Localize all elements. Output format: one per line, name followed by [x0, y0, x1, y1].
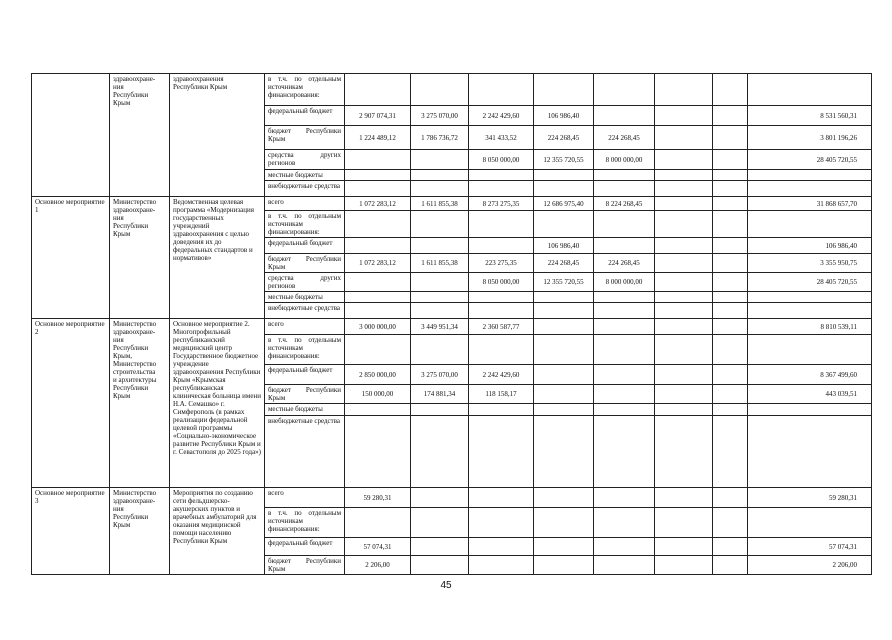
table-cell [411, 488, 469, 508]
table-cell: 223 275,35 [469, 254, 534, 273]
table-cell [594, 365, 655, 385]
table-cell [594, 292, 655, 303]
table-cell: Ведомственная целевая программа «Модернизация государственных учреждений здравоохранения с целью доведения их до федеральных стандартов и нормативов» [170, 197, 265, 319]
table-cell [713, 416, 748, 488]
table-cell [411, 416, 469, 488]
table-cell [411, 556, 469, 575]
table-cell [345, 170, 411, 181]
table-cell [345, 181, 411, 197]
table-cell [748, 292, 872, 303]
table-cell [411, 404, 469, 416]
table-cell [655, 254, 713, 273]
table-cell [655, 238, 713, 254]
table-cell: 3 801 196,26 [748, 126, 872, 150]
table-cell: в т.ч. по отдельным источникам финансирования: [265, 508, 345, 538]
table-cell [713, 181, 748, 197]
table-cell: 8 000 000,00 [594, 150, 655, 170]
table-cell: внебюджетные средства [265, 181, 345, 197]
table-cell [713, 303, 748, 319]
table-cell [534, 538, 594, 556]
table-cell [713, 385, 748, 404]
table-cell [469, 416, 534, 488]
table-cell: федеральный бюджет [265, 238, 345, 254]
table-cell: 2 907 074,31 [345, 106, 411, 126]
table-cell [345, 404, 411, 416]
table-cell [345, 273, 411, 292]
table-row [32, 74, 872, 106]
table-cell: здравоохранения Республики Крым [170, 74, 265, 197]
table-cell [469, 488, 534, 508]
table-cell [655, 404, 713, 416]
budget-table [31, 73, 872, 575]
table-cell [469, 74, 534, 106]
table-cell [345, 303, 411, 319]
table-cell: 31 868 657,70 [748, 197, 872, 211]
table-cell [534, 303, 594, 319]
table-cell [594, 335, 655, 365]
table-cell [345, 335, 411, 365]
table-cell: 2 206,00 [345, 556, 411, 575]
table-cell: 8 050 000,00 [469, 150, 534, 170]
table-cell [469, 292, 534, 303]
table-cell [469, 170, 534, 181]
table-cell: всего [265, 488, 345, 508]
table-cell: здравоохране- ния Республики Крым [110, 74, 170, 197]
table-cell: 12 686 975,40 [534, 197, 594, 211]
table-cell: бюджет Республики Крым [265, 254, 345, 273]
table-cell [534, 385, 594, 404]
table-cell [594, 211, 655, 238]
table-cell: Министерство здравоохране- ния Республики Крым, Министерство строительства и архитектуры Республики Крым [110, 319, 170, 488]
table-cell: 28 405 720,55 [748, 150, 872, 170]
table-cell [713, 488, 748, 508]
table-cell [469, 238, 534, 254]
table-cell: 224 268,45 [534, 126, 594, 150]
table-cell [713, 254, 748, 273]
table-cell: 3 449 951,34 [411, 319, 469, 335]
table-cell [655, 273, 713, 292]
table-cell: 224 268,45 [594, 254, 655, 273]
table-row [32, 197, 872, 211]
table-cell: в т.ч. по отдельным источникам финансирования: [265, 211, 345, 238]
table-cell: 3 355 950,75 [748, 254, 872, 273]
table-cell: 224 268,45 [534, 254, 594, 273]
table-cell: 341 433,52 [469, 126, 534, 150]
table-cell: 106 986,40 [748, 238, 872, 254]
table-cell [655, 488, 713, 508]
table-cell [594, 416, 655, 488]
table-cell: 1 072 283,12 [345, 254, 411, 273]
table-cell [411, 150, 469, 170]
table-cell [713, 538, 748, 556]
table-cell [411, 181, 469, 197]
table-cell [713, 170, 748, 181]
table-cell [411, 292, 469, 303]
table-cell [469, 211, 534, 238]
table-cell: местные бюджеты [265, 170, 345, 181]
table-cell [534, 211, 594, 238]
table-cell [594, 556, 655, 575]
table-cell [594, 319, 655, 335]
table-cell [534, 556, 594, 575]
table-cell [411, 238, 469, 254]
table-cell: 8 531 560,31 [748, 106, 872, 126]
table-cell: 1 072 283,12 [345, 197, 411, 211]
table-cell [411, 335, 469, 365]
table-cell [748, 74, 872, 106]
table-cell [713, 319, 748, 335]
table-cell [411, 211, 469, 238]
table-cell: 8 810 539,11 [748, 319, 872, 335]
table-cell: всего [265, 319, 345, 335]
table-cell [345, 74, 411, 106]
table-cell [469, 404, 534, 416]
table-cell [411, 508, 469, 538]
table-cell: местные бюджеты [265, 292, 345, 303]
table-cell [748, 211, 872, 238]
table-cell: Основное мероприятие 3 [32, 488, 110, 575]
table-cell: 12 355 720,55 [534, 150, 594, 170]
table-cell [411, 170, 469, 181]
table-cell: Основное мероприятие 1 [32, 197, 110, 319]
table-cell: 1 611 855,38 [411, 197, 469, 211]
table-cell: средства других регионов [265, 273, 345, 292]
table-cell [655, 126, 713, 150]
table-cell [469, 335, 534, 365]
table-cell [655, 303, 713, 319]
table-cell [345, 292, 411, 303]
table-cell [534, 319, 594, 335]
table-cell [32, 74, 110, 197]
table-cell [655, 385, 713, 404]
table-cell [655, 181, 713, 197]
table-cell: всего [265, 197, 345, 211]
table-cell [469, 181, 534, 197]
table-cell [713, 365, 748, 385]
table-cell: 59 280,31 [345, 488, 411, 508]
table-cell [713, 238, 748, 254]
table-cell: 28 405 720,55 [748, 273, 872, 292]
table-cell [748, 335, 872, 365]
table-cell [345, 150, 411, 170]
table-cell [345, 238, 411, 254]
table-cell [655, 319, 713, 335]
table-row [32, 488, 872, 508]
table-cell: 8 273 275,35 [469, 197, 534, 211]
table-cell: федеральный бюджет [265, 538, 345, 556]
table-cell [713, 404, 748, 416]
table-cell [534, 488, 594, 508]
table-cell [534, 416, 594, 488]
table-cell [534, 181, 594, 197]
table-cell: 2 242 429,60 [469, 106, 534, 126]
table-cell: 8 000 000,00 [594, 273, 655, 292]
table-cell [748, 404, 872, 416]
table-cell [534, 335, 594, 365]
table-cell: 57 074,31 [345, 538, 411, 556]
table-cell [594, 170, 655, 181]
table-cell [655, 197, 713, 211]
page-number: 45 [440, 580, 452, 591]
table-cell: 12 355 720,55 [534, 273, 594, 292]
table-cell: 118 158,17 [469, 385, 534, 404]
table-cell [655, 538, 713, 556]
table-cell [411, 538, 469, 556]
table-cell: 106 986,40 [534, 106, 594, 126]
table-cell: бюджет Республики Крым [265, 556, 345, 575]
table-cell: 2 206,00 [748, 556, 872, 575]
table-cell [655, 556, 713, 575]
table-cell [713, 335, 748, 365]
table-cell [713, 197, 748, 211]
table-cell: 1 611 855,38 [411, 254, 469, 273]
table-cell [594, 303, 655, 319]
table-cell [713, 273, 748, 292]
table-cell [713, 126, 748, 150]
table-cell: 3 275 070,00 [411, 106, 469, 126]
table-cell: 3 000 000,00 [345, 319, 411, 335]
table-cell [594, 106, 655, 126]
table-cell: бюджет Республики Крым [265, 126, 345, 150]
table-cell: 443 039,51 [748, 385, 872, 404]
table-cell: 2 850 000,00 [345, 365, 411, 385]
table-cell [345, 416, 411, 488]
table-cell: внебюджетные средства [265, 303, 345, 319]
table-cell [713, 74, 748, 106]
table-cell [655, 416, 713, 488]
table-cell [594, 74, 655, 106]
table-cell: федеральный бюджет [265, 365, 345, 385]
table-cell [594, 508, 655, 538]
table-cell [655, 211, 713, 238]
table-cell [469, 508, 534, 538]
table-cell [713, 292, 748, 303]
table-cell [469, 303, 534, 319]
table-cell: 1 786 736,72 [411, 126, 469, 150]
table-body [32, 74, 872, 575]
table-cell: 8 224 268,45 [594, 197, 655, 211]
table-cell: бюджет Республики Крым [265, 385, 345, 404]
table-cell [655, 74, 713, 106]
table-cell [469, 538, 534, 556]
table-cell [748, 303, 872, 319]
table-cell: местные бюджеты [265, 404, 345, 416]
table-cell [594, 238, 655, 254]
table-cell: 106 986,40 [534, 238, 594, 254]
table-cell [345, 211, 411, 238]
table-cell: Министерство здравоохране- ния Республики Крым [110, 488, 170, 575]
table-cell: в т.ч. по отдельным источникам финансирования: [265, 74, 345, 106]
table-cell [411, 303, 469, 319]
table-cell [713, 556, 748, 575]
table-cell [594, 181, 655, 197]
table-cell [594, 404, 655, 416]
table-cell [534, 404, 594, 416]
table-cell [713, 150, 748, 170]
table-cell [748, 170, 872, 181]
table-cell: 2 242 429,60 [469, 365, 534, 385]
table-cell: внебюджетные средства [265, 416, 345, 488]
table-cell [594, 538, 655, 556]
table-cell: 1 224 489,12 [345, 126, 411, 150]
table-cell [748, 508, 872, 538]
table-cell [594, 385, 655, 404]
table-cell [534, 365, 594, 385]
table-cell [594, 488, 655, 508]
table-cell: 150 000,00 [345, 385, 411, 404]
table-cell [655, 106, 713, 126]
table-cell [713, 508, 748, 538]
table-cell: 224 268,45 [594, 126, 655, 150]
table-cell [534, 170, 594, 181]
table-cell [469, 556, 534, 575]
table-cell [655, 292, 713, 303]
table-cell [748, 181, 872, 197]
table-cell: 2 360 587,77 [469, 319, 534, 335]
table-cell [655, 170, 713, 181]
table-cell [655, 335, 713, 365]
table-cell [534, 292, 594, 303]
table-cell: в т.ч. по отдельным источникам финансирования: [265, 335, 345, 365]
table-cell: 8 367 499,60 [748, 365, 872, 385]
table-cell [534, 508, 594, 538]
table-cell [655, 508, 713, 538]
table-cell: федеральный бюджет [265, 106, 345, 126]
table-cell [655, 150, 713, 170]
table-cell: 174 881,34 [411, 385, 469, 404]
table-cell [345, 508, 411, 538]
table-cell: Основное мероприятие 2 [32, 319, 110, 488]
table-cell: Основное мероприятие 2. Многопрофильный республиканский медицинский центр Государственное бюджетное учреждение здравоохранения Республики Крым «Крымская республиканская клиническая больница имени Н.А. Семашко» г. Симферополь (в рамках реализации федеральной целевой программы «Социально-экономическое развитие Республики Крым и г. Севастополя до 2025 года») [170, 319, 265, 488]
table-cell: 57 074,31 [748, 538, 872, 556]
table-cell [534, 74, 594, 106]
table-cell [748, 416, 872, 488]
table-cell [411, 273, 469, 292]
table-cell: 59 280,31 [748, 488, 872, 508]
table-cell: 3 275 070,00 [411, 365, 469, 385]
table-cell [713, 211, 748, 238]
table-cell: Мероприятия по созданию сети фельдшерско-акушерских пунктов и врачебных амбулаторий для оказания медицинской помощи населению Республики Крым [170, 488, 265, 575]
table-cell [655, 365, 713, 385]
table-cell: Министерство здравоохране- ния Республики Крым [110, 197, 170, 319]
table-cell [411, 74, 469, 106]
table-row [32, 319, 872, 335]
table-cell: 8 050 000,00 [469, 273, 534, 292]
table-cell: средства других регионов [265, 150, 345, 170]
table-cell [713, 106, 748, 126]
